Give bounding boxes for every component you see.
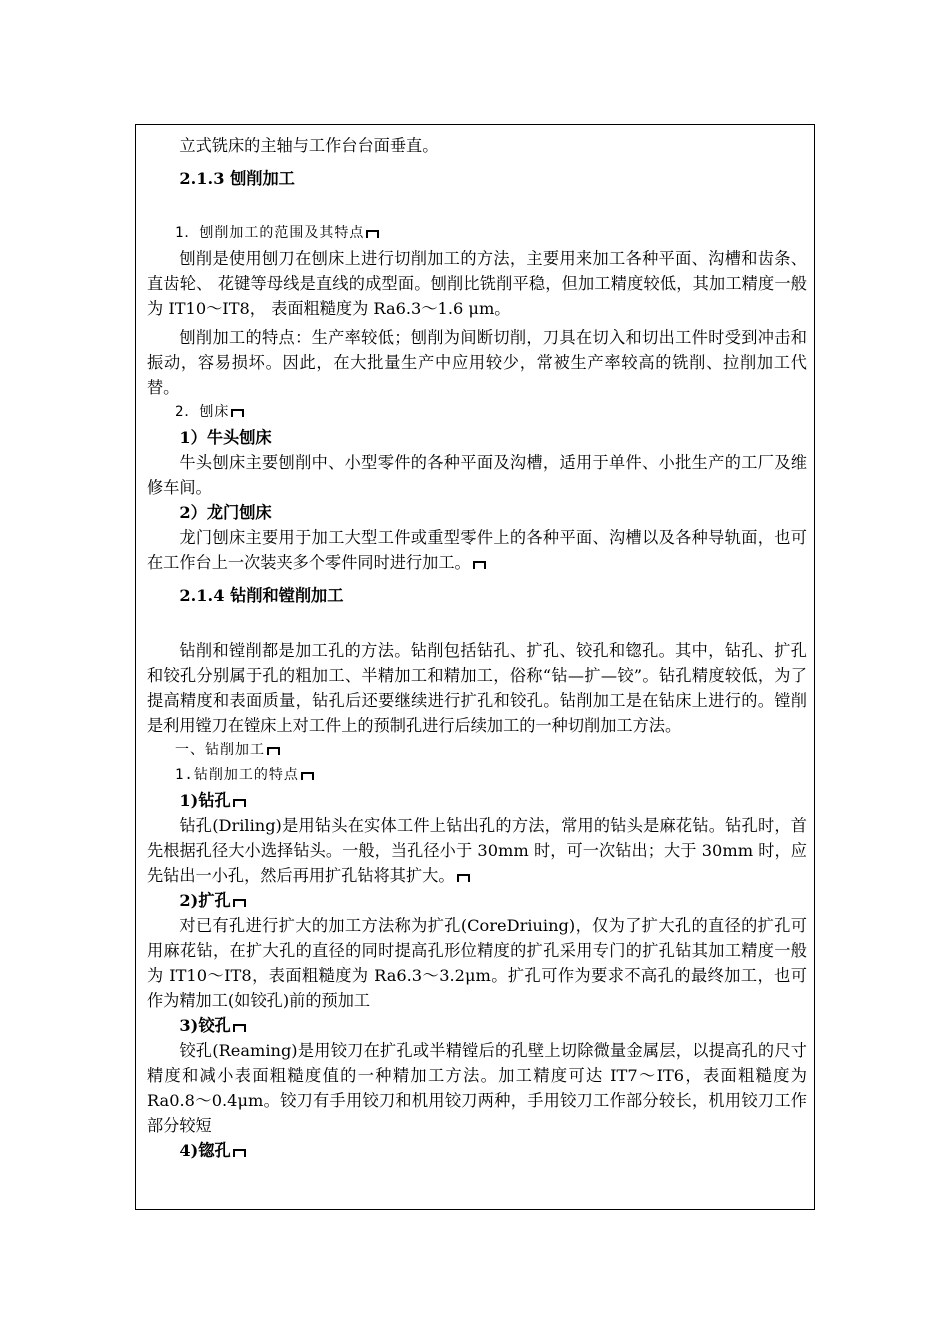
heading-countersinking-text: 4)锪孔 xyxy=(179,1141,231,1160)
heading-reaming xyxy=(147,1013,807,1038)
paragraph-mark-icon xyxy=(231,409,244,417)
heading-drilling-hole-text: 1)钻孔 xyxy=(179,791,231,810)
heading-shaper: 1）牛头刨床 xyxy=(179,428,272,447)
heading-drilling-hole xyxy=(147,788,807,813)
paragraph-drilling-intro: 钻削和镗削都是加工孔的方法。钻削包括钻孔、扩孔、铰孔和锪孔。其中，钻孔、扩孔和铰孔分别属于孔的粗加工、半精加工和精加工，俗称“钻—扩—铰”。钻孔精度较低，为了提高精度和表面质量，钻孔后还要继续进行扩孔和铰孔。钻削加工是在钻床上进行的。镗削是利用镗刀在镗床上对工件上的预制孔进行后续加工的一种切削加工方法。 xyxy=(147,641,807,735)
paragraph-gantry-planer-text: 龙门刨床主要用于加工大型工件或重型零件上的各种平面、沟槽以及各种导轨面，也可在工作台上一次装夹多个零件同时进行加工。 xyxy=(147,528,807,572)
document-content xyxy=(147,125,807,1163)
paragraph-mark-icon xyxy=(366,230,379,238)
paragraph-planing-definition: 刨削是使用刨刀在刨床上进行切削加工的方法，主要用来加工各种平面、沟槽和齿条、直齿轮、 花键等母线是直线的成型面。刨削比铣削平稳，但加工精度较低，其加工精度一般为 IT10～IT8， 表面粗糙度为 Ra6.3～1.6 μm。 xyxy=(147,249,807,318)
heading-2-1-4: 2.1.4 钻削和镗削加工 xyxy=(179,586,344,605)
paragraph-mark-icon xyxy=(233,1149,246,1157)
subheading-drilling-features-text: 1.钻削加工的特点 xyxy=(175,767,299,783)
heading-core-drilling xyxy=(147,888,807,913)
subheading-planing-scope-text: 1．刨削加工的范围及其特点 xyxy=(175,225,365,241)
paragraph-shaper: 牛头刨床主要刨削中、小型零件的各种平面及沟槽，适用于单件、小批生产的工厂及维修车间。 xyxy=(147,453,807,497)
paragraph-core-drilling: 对已有孔进行扩大的加工方法称为扩孔(CoreDriuing)，仅为了扩大孔的直径的扩孔可用麻花钻，在扩大孔的直径的同时提高孔形位精度的扩孔采用专门的扩孔钻其加工精度一般为 IT10～IT8，表面粗糙度为 Ra6.3～3.2μm。扩孔可作为要求不高孔的最终加工，也可作为精加工(如铰孔)前的预加工 xyxy=(147,916,807,1010)
subheading-drilling-features xyxy=(147,763,807,788)
subheading-planing-scope xyxy=(147,221,807,246)
paragraph-intro: 立式铣床的主轴与工作台台面垂直。 xyxy=(179,136,439,155)
heading-countersinking xyxy=(147,1138,807,1163)
paragraph-mark-icon xyxy=(233,799,246,807)
paragraph-drilling-hole xyxy=(147,813,807,888)
paragraph-mark-icon xyxy=(233,1024,246,1032)
subheading-planer-text: 2．刨床 xyxy=(175,404,230,420)
paragraph-mark-icon xyxy=(233,899,246,907)
paragraph-gantry-planer xyxy=(147,525,807,575)
paragraph-mark-icon xyxy=(267,747,280,755)
paragraph-reaming: 铰孔(Reaming)是用铰刀在扩孔或半精镗后的孔壁上切除微量金属层，以提高孔的尺寸精度和减小表面粗糙度值的一种精加工方法。加工精度可达 IT7～IT6，表面粗糙度为 Ra0.8～0.4μm。铰刀有手用铰刀和机用铰刀两种，手用铰刀工作部分较长，机用铰刀工作部分较短 xyxy=(147,1041,807,1135)
paragraph-mark-icon xyxy=(457,874,470,882)
heading-2-1-3: 2.1.3 刨削加工 xyxy=(179,169,295,188)
heading-core-drilling-text: 2)扩孔 xyxy=(179,891,231,910)
subheading-planer xyxy=(147,400,807,425)
heading-gantry-planer: 2）龙门刨床 xyxy=(179,503,272,522)
paragraph-drilling-hole-text: 钻孔(Driling)是用钻头在实体工件上钻出孔的方法，常用的钻头是麻花钻。钻孔时，首先根据孔径大小选择钻头。一般，当孔径小于 30mm 时，可一次钻出；大于 30mm 时，应先钻出一小孔，然后再用扩孔钻将其扩大。 xyxy=(147,816,807,885)
paragraph-mark-icon xyxy=(473,561,486,569)
paragraph-planing-features: 刨削加工的特点：生产率较低；刨削为间断切削，刀具在切入和切出工件时受到冲击和振动，容易损坏。因此，在大批量生产中应用较少，常被生产率较高的铣削、拉削加工代替。 xyxy=(147,328,807,397)
subheading-drilling xyxy=(147,738,807,763)
document-frame xyxy=(135,124,815,1210)
paragraph-mark-icon xyxy=(301,772,314,780)
heading-reaming-text: 3)铰孔 xyxy=(179,1016,231,1035)
subheading-drilling-text: 一、钻削加工 xyxy=(175,742,265,758)
